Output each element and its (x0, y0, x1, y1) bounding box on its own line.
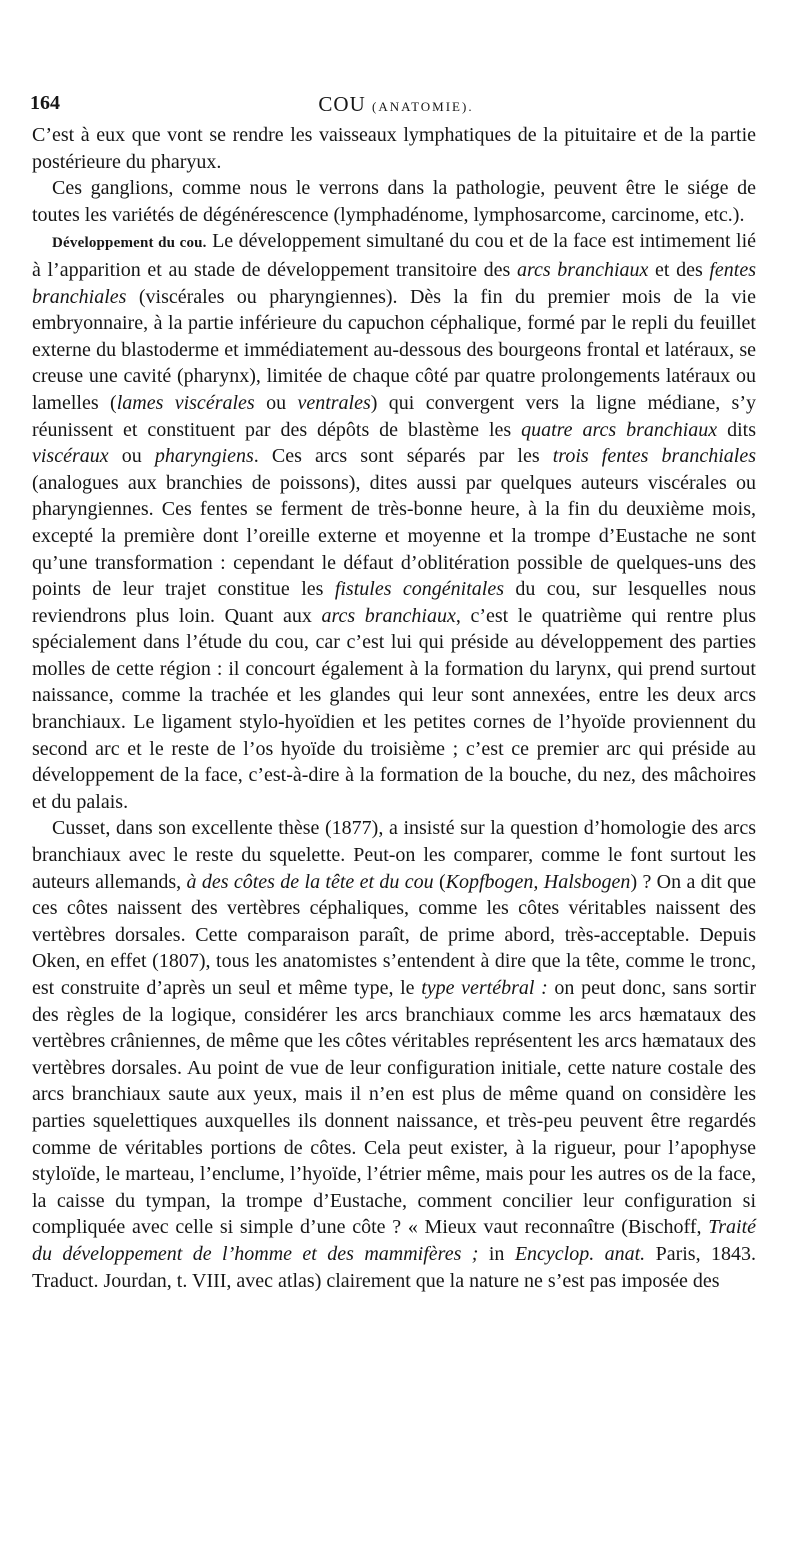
italic-term: viscéraux (32, 445, 109, 468)
text-run: Paris, 1843. Traduct. Jourdan, t. VIII, avec atlas) clairement que la nature ne s’est pas imposée des (32, 1242, 757, 1292)
italic-term: fentes branchiales (32, 258, 757, 308)
text-run: ) qui convergent vers la ligne médiane, s’y réunissent et constituent par des dépôts de blastème les (32, 391, 757, 441)
paragraph-4 (32, 815, 756, 1294)
text-run: du cou, sur lesquelles nous reviendrons plus loin. Quant aux (32, 578, 756, 627)
text-run: ( (433, 870, 446, 893)
text-run: ou (108, 445, 155, 468)
paragraph-2: Ces ganglions, comme nous le verrons dans la pathologie, peuvent être le siége de toutes les variétés de dégénérescence (lymphadénome, lymphosarcome, carcinome, etc.). (32, 177, 756, 226)
text-run: et des (648, 258, 710, 281)
text-run: ou (254, 391, 298, 414)
italic-term: arcs branchiaux (516, 258, 649, 281)
italic-term: type vertébral : (421, 977, 548, 999)
italic-term: Kopfbogen, Halsbogen (445, 870, 631, 893)
page-header (30, 92, 762, 120)
paragraph-3 (32, 228, 756, 815)
text-run: on peut donc, sans sortir des règles de la logique, considérer les arcs branchiaux comme les arcs hæmataux des vertèbres crâniennes, de même que les côtes véritables représentent les arcs hæmataux des vertèbres dorsales. Au point de vue de leur configuration initiale, cette nature costale des arcs branchiaux saute aux yeux, mais il n’en est plus de même quand on considère les parties squelettiques auxquelles ils donnent naissance, et très-peu peuvent être regardés comme de véritables portions de côtes. Cela peut exister, à la rigueur, pour l’apophyse styloïde, le marteau, l’enclume, l’hyoïde, l’étrier même, mais pour les autres os de la face, la caisse du tympan, la trompe d’Eustache, comment concilier leur configuration si compliquée avec celle si simple d’une côte ? « Mieux vaut reconnaître (Bischoff, (32, 977, 757, 1239)
italic-term: Traité du développement de l’homme et des mammifères ; (32, 1216, 756, 1265)
text-run: . Ces arcs sont séparés par les (253, 445, 553, 468)
running-head (30, 92, 762, 117)
section-heading: Développement du cou. (52, 235, 207, 252)
italic-term: Encyclop. anat. (514, 1242, 646, 1265)
running-head-title: COU (318, 92, 366, 116)
text-run: dits (717, 418, 756, 441)
italic-term: pharyngiens (154, 445, 254, 468)
page-body (32, 122, 756, 1294)
text-run: ) ? On a dit que ces côtes naissent des vertèbres céphaliques, comme les côtes véritables naissent des vertèbres dorsales. Cette comparaison paraît, de prime abord, très-acceptable. Depuis Oken, en effet (1807), tous les anatomistes s’entendent à dire que la tête, comme le tronc, est construite d’après un seul et même type, le (32, 870, 756, 999)
text-run: Cusset, dans son excellente thèse (1877), a insisté sur la question d’homologie des arcs branchiaux avec le reste du squelette. Peut-on les comparer, comme le font surtout les auteurs allemands, (32, 817, 756, 893)
text-run: , c’est le quatrième qui rentre plus spécialement dans l’étude du cou, car c’est lui qui préside au développement des parties molles de cette région : il concourt également à la formation du larynx, qui prend surtout naissance, comme la trachée et les glandes qui leur sont annexées, entre les deux arcs branchiaux. Le ligament stylo-hyoïdien et les petites cornes de l’hyoïde proviennent du second arc et le reste de l’os hyoïde du troisième ; c’est ce premier arc qui préside au développement de la face, c’est-à-dire à la formation de la bouche, du nez, des mâchoires et du palais. (32, 604, 756, 813)
italic-term: lames viscérales (116, 391, 255, 414)
italic-term: arcs branchiaux (321, 604, 456, 627)
paragraph-1: C’est à eux que vont se rendre les vaisseaux lymphatiques de la pituitaire et de la partie postérieure du pharyux. (32, 124, 756, 173)
paragraph-3-text (32, 230, 756, 812)
running-head-subtitle: (ANATOMIE). (372, 99, 474, 114)
italic-term: à des côtes de la tête et du cou (186, 870, 434, 893)
italic-term: ventrales (297, 391, 371, 414)
page-number: 164 (30, 92, 60, 114)
text-run: (viscérales ou pharyngiennes). Dès la fin du premier mois de la vie embryonnaire, à la partie inférieure du capuchon céphalique, formé par le repli du feuillet externe du blastoderme et immédiatement au-dessous des bourgeons frontal et latéraux, se creuse une cavité (pharynx), limitée de chaque côté par quatre prolongements latéraux ou lamelles ( (32, 285, 756, 414)
text-run: Le développement simultané du cou et de la face est intimement lié à l’apparition et au stade de développement transitoire des (32, 230, 757, 281)
italic-term: quatre arcs branchiaux (521, 418, 718, 441)
text-run: (analogues aux branchies de poissons), dites aussi par quelques auteurs viscérales ou pharyngiennes. Ces fentes se ferment de très-bonne heure, à la fin du deuxième mois, excepté la première dont l’oreille externe et moyenne et la trompe d’Eustache ne sont qu’une transformation : cependant le défaut d’oblitération possible de quelques-uns des points de leur trajet constitue les (32, 471, 756, 601)
italic-term: fistules congénitales (334, 578, 504, 601)
italic-term: trois fentes branchiales (552, 445, 756, 468)
text-run: in (478, 1242, 515, 1265)
